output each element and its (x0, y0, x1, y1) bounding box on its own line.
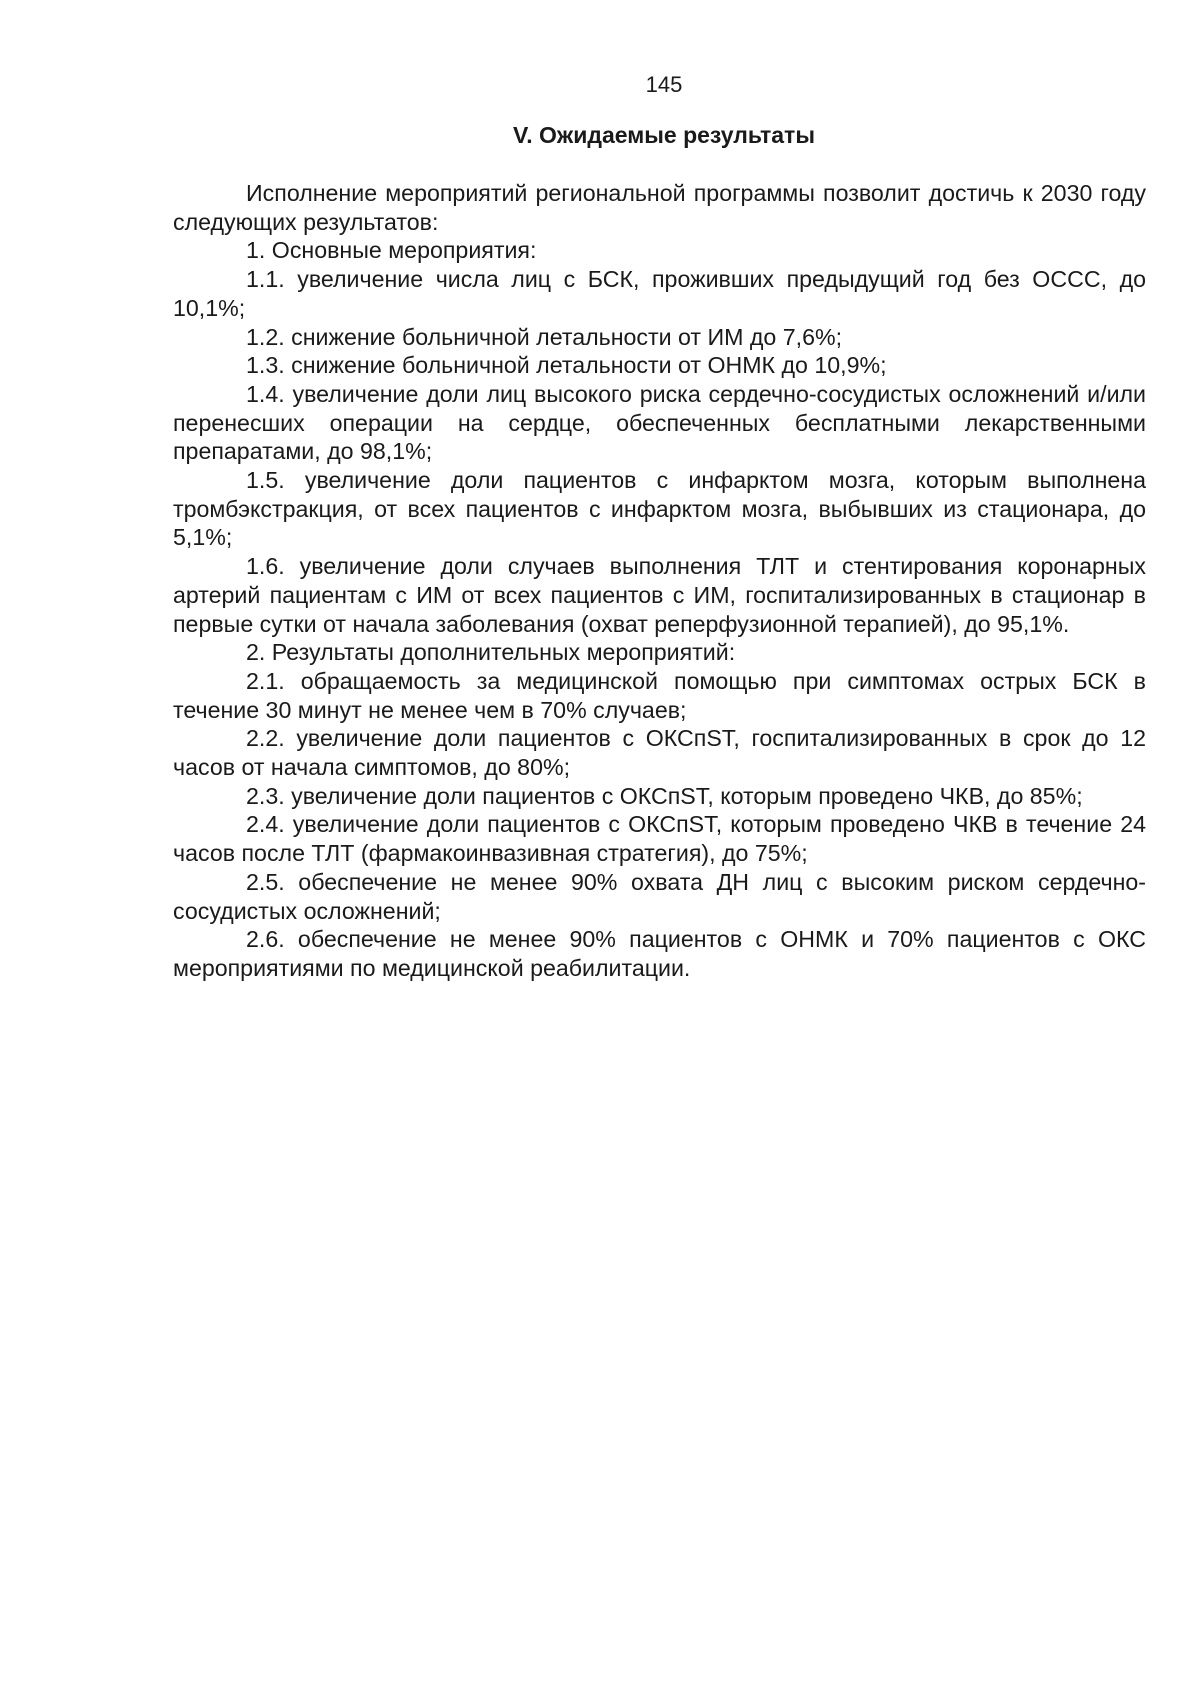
document-body (173, 179, 1146, 983)
result-item-1-3: 1.3. снижение больничной летальности от ОНМК до 10,9%; (246, 352, 887, 379)
section-title: V. Ожидаемые результаты (513, 122, 815, 148)
result-item-1-2: 1.2. снижение больничной летальности от ИМ до 7,6%; (246, 323, 843, 350)
result-item-2-1: 2.1. обращаемость за медицинской помощью при симптомах острых БСК в течение 30 минут не менее чем в 70% случаев; (173, 667, 1146, 723)
page-number: 145 (645, 72, 683, 97)
result-item-1-1: 1.1. увеличение числа лиц с БСК, проживших предыдущий год без ОССС, до 10,1%; (173, 266, 1146, 321)
intro-paragraph: Исполнение мероприятий региональной программы позволит достичь к 2030 году следующих результатов: (173, 180, 1146, 235)
result-item-2-3: 2.3. увеличение доли пациентов с ОКСпST, которым проведено ЧКВ, до 85%; (246, 782, 1083, 809)
additional-measures-heading: 2. Результаты дополнительных мероприятий: (246, 639, 736, 666)
result-item-2-2: 2.2. увеличение доли пациентов с ОКСпST, госпитализированных в срок до 12 часов от начала симптомов, до 80%; (173, 725, 1146, 781)
result-item-2-5: 2.5. обеспечение не менее 90% охвата ДН лиц с высоким риском сердечно-сосудистых осложнений; (173, 868, 1146, 924)
result-item-1-5: 1.5. увеличение доли пациентов с инфарктом мозга, которым выполнена тромбэкстракция, от всех пациентов с инфарктом мозга, выбывших из стационара, до 5,1%; (173, 467, 1146, 551)
result-item-1-6: 1.6. увеличение доли случаев выполнения ТЛТ и стентирования коронарных артерий пациентам с ИМ от всех пациентов с ИМ, госпитализированных в стационар в первые сутки от начала заболевания (охват реперфузионной терапией), до 95,1%. (173, 553, 1146, 637)
result-item-2-4: 2.4. увеличение доли пациентов с ОКСпST, которым проведено ЧКВ в течение 24 часов после ТЛТ (фармакоинвазивная стратегия), до 75%; (173, 811, 1146, 867)
result-item-1-4: 1.4. увеличение доли лиц высокого риска сердечно-сосудистых осложнений и/или перенесших операции на сердце, обеспеченных бесплатными лекарственными препаратами, до 98,1%; (173, 380, 1146, 465)
result-item-2-6: 2.6. обеспечение не менее 90% пациентов с ОНМК и 70% пациентов с ОКС мероприятиями по медицинской реабилитации. (173, 926, 1146, 981)
main-measures-heading: 1. Основные мероприятия: (246, 237, 537, 264)
